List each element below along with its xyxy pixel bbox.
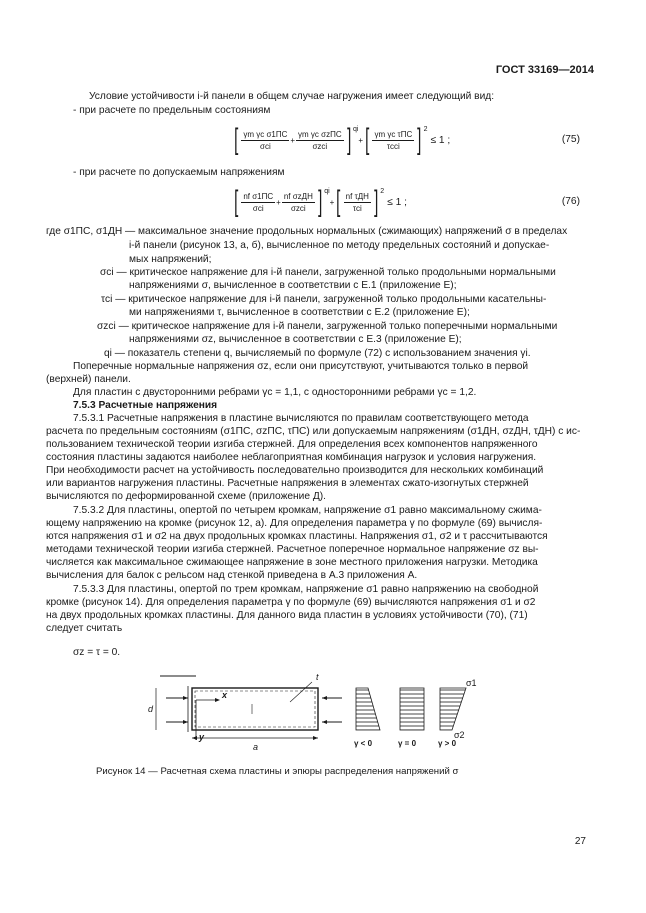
- where-q-line: qi — показатель степени q, вычисляемый по формуле (72) с использованием значения γi.: [104, 348, 531, 359]
- eq75-term3-den: τcci: [386, 141, 400, 151]
- label-sigma1: σ1: [466, 678, 477, 688]
- para-transverse-2: (верхней) панели.: [46, 374, 131, 385]
- eq76-term2-den: σzci: [290, 203, 306, 213]
- equation-76-number: (76): [561, 196, 580, 207]
- label-gamma-gt: γ > 0: [438, 739, 457, 748]
- equation-76: [ $\frac{\text{nf σ1ПС}}{\text{σci}}$ + $\frac{\text{nf σzДН}}{\text{σzci}}$ ] qi + [ $\frac{\text{nf τДН}}{\text{τci}}$ ] 2 ≤ 1 ;: [234, 185, 407, 218]
- p7531-line2: расчета по предельным состояниям (σ1ПС, σzПС, τПС) или допускаемым напряжениям (σ1ДН, σzДН, τДН) с ис-: [46, 426, 581, 437]
- diagram-gamma-positive: [440, 688, 466, 730]
- p7531-line7: вычисляются по деформированной схеме (приложение Д).: [46, 491, 326, 502]
- where-tauc-line1: τci — критическое напряжение для i-й панели, загруженной только продольными касательны-: [101, 294, 547, 305]
- figure-caption: Рисунок 14 — Расчетная схема пластины и эпюры распределения напряжений σ: [96, 766, 459, 777]
- eq75-term1-den: σci: [260, 141, 271, 151]
- p7532-line5: числяется как максимальное сжимающее напряжение в зоне местного приложения нагрузки. Методика: [46, 557, 538, 568]
- eq75-term2-den: σzci: [312, 141, 328, 151]
- where-sigma1-line1: где σ1ПС, σ1ДН — максимальное значение продольных нормальных (сжимающих) напряжений σ в пределах: [46, 226, 568, 237]
- p7532-line3: ются напряжения σ1 и σ2 на двух продольных кромках пластины. Напряжения σ1, σ2 и τ рассчитываются: [46, 531, 548, 542]
- p7533-line4: следует считать: [46, 623, 123, 634]
- eq75-term3-num: γm γc τПС: [374, 129, 413, 139]
- plate-inner-dashed: [195, 691, 315, 727]
- eq76-term1-den: σci: [252, 203, 264, 213]
- p7531-line1: 7.5.3.1 Расчетные напряжения в пластине вычисляются по правилам соответствующего метода: [73, 413, 529, 424]
- eq76-term2-num: nf σzДН: [283, 191, 313, 201]
- p7531-line4: состояния пластины задаются наиболее неблагоприятная комбинация нагрузок и условия нагружения.: [46, 452, 537, 463]
- eq76-term3-num: nf τДН: [345, 191, 369, 201]
- equation-75: [ $\frac{\text{γm γc σ1ПС}}{\text{σci}}$ + $\frac{\text{γm γc σzПС}}{\text{σzci}}$ ] qi + [ $\frac{\text{γm γc τПС}}{\text{τcci}}$ ] 2 ≤ 1 ;: [234, 123, 451, 156]
- eq75-exponent: qi: [352, 125, 359, 133]
- label-gamma-eq: γ = 0: [398, 739, 417, 748]
- p7532-line6: вычисления для балок с рельсом над стенкой приведена в А.3 приложения А.: [46, 570, 418, 581]
- p7531-line6: или вариантов нагружения пластины. Расчетные напряжения в элементах сжато-изогнутых стержней: [46, 478, 529, 489]
- p7531-line3: пользованием технической теории изгиба стержней. Для определения всех компонентов напряженного: [46, 439, 538, 450]
- where-sigmazc-line2: напряжениями σz, вычисленное в соответствии с Е.3 (приложение Е);: [129, 334, 462, 345]
- where-sigmac-line2: напряжениями σ, вычисленное в соответствии с Е.1 (приложение Е);: [129, 280, 457, 291]
- equation-75-number: (75): [561, 134, 580, 145]
- p7533-line2: кромке (рисунок 14). Для определения параметра γ по формуле (69) вычисляются напряжения σ1 и σ2: [46, 597, 536, 608]
- p7532-line1: 7.5.3.2 Для пластины, опертой по четырем кромкам, напряжение σ1 равно максимальному сжима-: [73, 505, 542, 516]
- eq75-rhs: ≤ 1 ;: [430, 134, 451, 146]
- eq76-term3-den: τci: [352, 203, 362, 213]
- eq75-term2-num: γm γc σzПС: [298, 129, 342, 139]
- page-number: 27: [574, 836, 586, 847]
- intro-line: Условие устойчивости i-й панели в общем случае нагружения имеет следующий вид:: [89, 91, 495, 102]
- bullet-allowable-stresses: - при расчете по допускаемым напряжениям: [73, 167, 285, 178]
- eq76-rhs: ≤ 1 ;: [387, 196, 407, 208]
- eq75-square: 2: [423, 125, 428, 133]
- label-a: a: [253, 742, 259, 752]
- diagram-gamma-zero: [400, 688, 424, 730]
- para-gamma-c: Для пластин с двусторонними ребрами γc = 1,1, с односторонними ребрами γc = 1,2.: [73, 387, 477, 398]
- where-sigma1-line2: i-й панели (рисунок 13, а, б), вычисленное по методу предельных состояний и допускае-: [129, 240, 550, 251]
- where-sigmac-line1: σci — критическое напряжение для i-й панели, загруженной только продольными нормальными: [100, 267, 556, 278]
- diagram-gamma-negative: [356, 688, 380, 730]
- where-sigmazc-line1: σzci — критическое напряжение для i-й панели, загруженной только поперечными нормальными: [97, 321, 558, 332]
- eq76-exponent: qi: [324, 187, 330, 195]
- formula-sigma-z-tau: σz = τ = 0.: [73, 647, 121, 658]
- p7533-line3: на двух продольных кромках пластины. Для данного вида пластин в условиях устойчивости (70), (71): [46, 610, 528, 621]
- p7532-line4: методами технической теории изгиба стержней. Расчетное поперечное нормальное напряжение σz вы-: [46, 544, 539, 555]
- p7531-line5: При необходимости расчет на устойчивость последовательно производится для нескольких комбинаций: [46, 465, 544, 476]
- label-d: d: [148, 704, 154, 714]
- plate-scheme: [156, 676, 342, 740]
- eq76-term1-num: nf σ1ПС: [243, 191, 274, 201]
- section-heading: 7.5.3 Расчетные напряжения: [73, 400, 218, 411]
- eq76-square: 2: [380, 187, 385, 195]
- label-gamma-lt: γ < 0: [354, 739, 373, 748]
- para-transverse-1: Поперечные нормальные напряжения σz, если они присутствуют, учитываются только в первой: [73, 361, 529, 372]
- bullet-limit-states: - при расчете по предельным состояниям: [73, 105, 271, 116]
- where-tauc-line2: ми напряжениями τ, вычисленное в соответствии с Е.2 (приложение Е);: [129, 307, 470, 318]
- figure-14: [140, 668, 500, 754]
- p7533-line1: 7.5.3.3 Для пластины, опертой по трем кромкам, напряжение σ1 равно напряжению на свободной: [73, 584, 539, 595]
- label-sigma2: σ2: [454, 730, 465, 740]
- label-y: y: [199, 732, 205, 742]
- p7532-line2: ющему напряжению на кромке (рисунок 12, а). Для определения параметра γ по формуле (69) вычисля-: [46, 518, 543, 529]
- eq75-term1-num: γm γc σ1ПС: [243, 129, 288, 139]
- standard-header: ГОСТ 33169—2014: [495, 64, 594, 76]
- label-t: t: [316, 672, 319, 682]
- label-x: x: [222, 690, 228, 700]
- plate-rectangle: [192, 688, 318, 730]
- where-sigma1-line3: мых напряжений;: [129, 254, 212, 265]
